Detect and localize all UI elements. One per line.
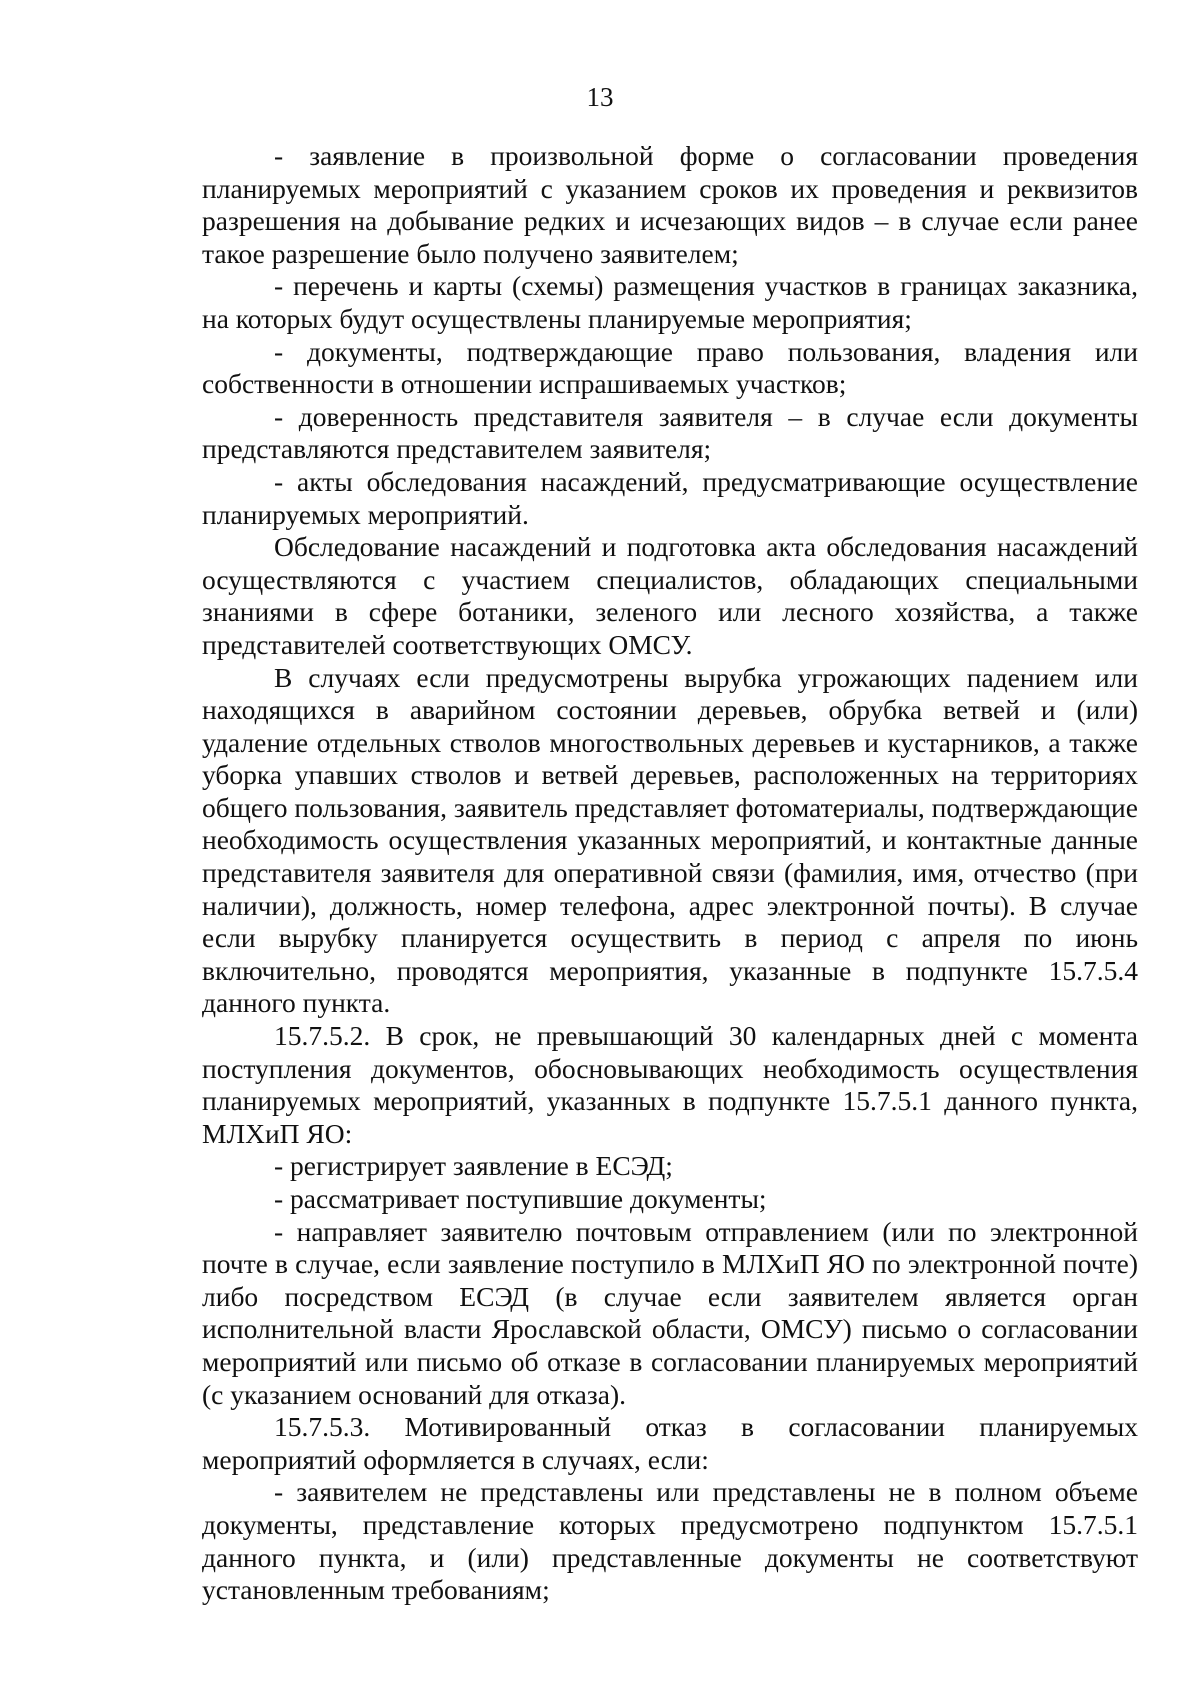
- paragraph-reviews-documents: - рассматривает поступившие документы;: [274, 1183, 767, 1214]
- document-body: [202, 140, 1138, 1607]
- paragraph-15-7-5-2: 15.7.5.2. В срок, не превышающий 30 календарных дней с момента поступления документов, обосновывающих необходимость осуществления планируемых мероприятий, указанных в подпункте 15.7.5.1 данного пункта, МЛХиП ЯО:: [202, 1020, 1138, 1149]
- paragraph-inspection-specialists: Обследование насаждений и подготовка акта обследования насаждений осуществляются с участием специалистов, обладающих специальными знаниями в сфере ботаники, зеленого или лесного хозяйства, а также представителей соответствующих ОМСУ.: [202, 531, 1138, 660]
- paragraph-power-of-attorney: - доверенность представителя заявителя – в случае если документы представляются представителем заявителя;: [202, 400, 1138, 465]
- paragraph-registers-application: - регистрирует заявление в ЕСЭД;: [274, 1150, 673, 1182]
- paragraph-list-and-maps: - перечень и карты (схемы) размещения участков в границах заказника, на которых будут осуществлены планируемые мероприятия;: [202, 270, 1138, 334]
- paragraph-sends-letter: - направляет заявителю почтовым отправлением (или по электронной почте в случае, если заявление поступило в МЛХиП ЯО по электронной почте) либо посредством ЕСЭД (в случае если заявителем является орган исполнительной власти Ярославской области, ОМСУ) письмо о согласовании мероприятий или письмо об отказе в согласовании планируемых мероприятий (с указанием оснований для отказа).: [202, 1215, 1138, 1410]
- paragraph-ownership-documents: - документы, подтверждающие право пользования, владения или собственности в отношении испрашиваемых участков;: [202, 335, 1138, 400]
- page-number: 13: [586, 82, 614, 112]
- paragraph-application-free-form: - заявление в произвольной форме о согласовании проведения планируемых мероприятий с указанием сроков их проведения и реквизитов разрешения на добывание редких и исчезающих видов – в случае если ранее такое разрешение было получено заявителем;: [202, 140, 1138, 269]
- paragraph-incomplete-documents: - заявителем не представлены или представлены не в полном объеме документы, представление которых предусмотрено подпунктом 15.7.5.1 данного пункта, и (или) представленные документы не соответствуют установленным требованиям;: [202, 1476, 1138, 1606]
- paragraph-inspection-acts: - акты обследования насаждений, предусматривающие осуществление планируемых мероприятий.: [202, 465, 1138, 530]
- paragraph-hazardous-trees: В случаях если предусмотрены вырубка угрожающих падением или находящихся в аварийном состоянии деревьев, обрубка ветвей и (или) удаление отдельных стволов многоствольных деревьев и кустарников, а также уборка упавших стволов и ветвей деревьев, расположенных на территориях общего пользования, заявитель представляет фотоматериалы, подтверждающие необходимость осуществления указанных мероприятий, и контактные данные представителя заявителя для оперативной связи (фамилия, имя, отчество (при наличии), должность, номер телефона, адрес электронной почты). В случае если вырубку планируется осуществить в период с апреля по июнь включительно, проводятся мероприятия, указанные в подпункте 15.7.5.4 данного пункта.: [202, 661, 1138, 1019]
- paragraph-15-7-5-3: 15.7.5.3. Мотивированный отказ в согласовании планируемых мероприятий оформляется в случаях, если:: [202, 1411, 1138, 1475]
